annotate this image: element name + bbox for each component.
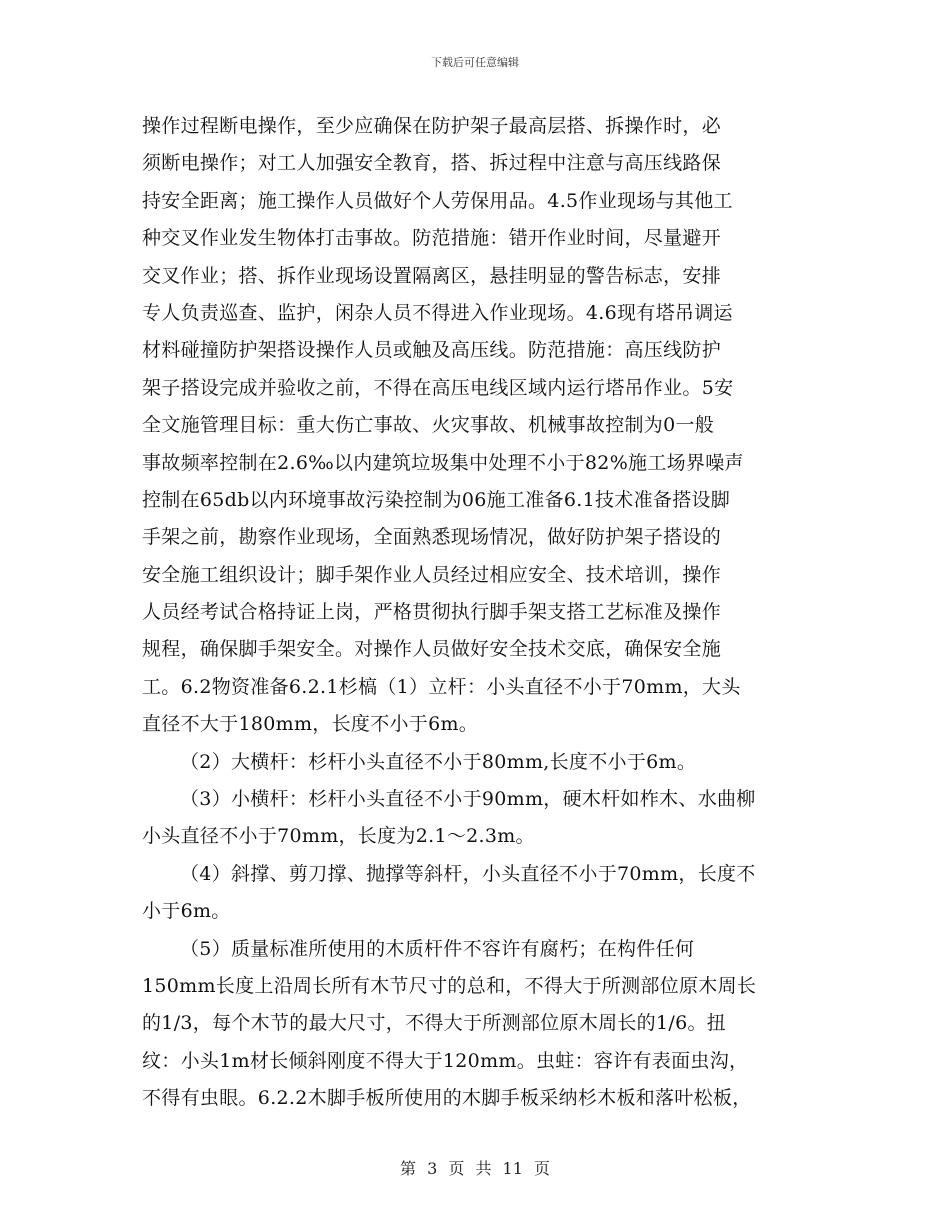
text-line: 专人负责巡查、监护，闲杂人员不得进入作业现场。4.6现有塔吊调运: [142, 301, 733, 324]
text-line: 不得有虫眼。6.2.2木脚手板所使用的木脚手板采纳杉木板和落叶松板，: [142, 1087, 752, 1110]
text-line: 小头直径不小于70mm，长度为2.1～2.3m。: [142, 825, 535, 848]
text-line: （2）大横杆：杉杆小头直径不小于80mm,长度不小于6m。: [180, 750, 697, 773]
text-line: （3）小横杆：杉杆小头直径不小于90mm，硬木杆如柞木、水曲柳: [180, 788, 756, 811]
text-line: 全文施管理目标：重大伤亡事故、火灾事故、机械事故控制为0一般: [142, 414, 715, 437]
text-line: 规程，确保脚手架安全。对操作人员做好安全技术交底，确保安全施: [142, 638, 722, 661]
text-line: 须断电操作；对工人加强安全教育，搭、拆过程中注意与高压线路保: [142, 152, 722, 175]
text-line: 操作过程断电操作，至少应确保在防护架子最高层搭、拆操作时，必: [142, 115, 722, 137]
text-line: 150mm长度上沿周长所有木节尺寸的总和，不得大于所测部位原木周长: [142, 974, 757, 997]
text-line: 交叉作业；搭、拆作业现场设置隔离区，悬挂明显的警告标志，安排: [142, 264, 722, 287]
text-line: 手架之前，勘察作业现场，全面熟悉现场情况，做好防护架子搭设的: [142, 526, 722, 549]
body-text: [142, 108, 812, 1118]
text-line: 工。6.2物资准备6.2.1杉槁（1）立杆：小头直径不小于70mm，大头: [142, 675, 741, 698]
text-line: 控制在65db以内环境事故污染控制为06施工准备6.1技术准备搭设脚: [142, 488, 731, 511]
text-line: 种交叉作业发生物体打击事故。防范措施：错开作业时间，尽量避开: [142, 227, 722, 250]
text-line: 安全施工组织设计；脚手架作业人员经过相应安全、技术培训，操作: [142, 563, 722, 586]
text-line: 架子搭设完成并验收之前，不得在高压电线区域内运行塔吊作业。5安: [142, 376, 734, 399]
page-footer: 第 3 页 共 11 页: [400, 1159, 550, 1178]
text-line: 人员经考试合格持证上岗，严格贯彻执行脚手架支搭工艺标准及操作: [142, 601, 722, 624]
text-line: 直径不大于180mm，长度不小于6m。: [142, 713, 479, 736]
text-line: （5）质量标准所使用的木质杆件不容许有腐朽；在构件任何: [180, 937, 695, 960]
text-line: 事故频率控制在2.6‰以内建筑垃圾集中处理不小于82%施工场界噪声: [142, 451, 744, 474]
text-line: 材料碰撞防护架搭设操作人员或触及高压线。防范措施：高压线防护: [142, 339, 722, 362]
text-line: 的1/3，每个木节的最大尺寸，不得大于所测部位原木周长的1/6。扭: [142, 1012, 727, 1035]
text-line: （4）斜撑、剪刀撑、抛撑等斜杆，小头直径不小于70mm，长度不: [180, 862, 756, 885]
text-line: 持安全距离；施工操作人员做好个人劳保用品。4.5作业现场与其他工: [142, 189, 733, 212]
page-header: 下载后可任意编辑: [431, 56, 519, 69]
text-line: 纹：小头1m材长倾斜刚度不得大于120mm。虫蛀：容许有表面虫沟，: [142, 1049, 749, 1072]
text-line: 小于6m。: [142, 900, 231, 923]
